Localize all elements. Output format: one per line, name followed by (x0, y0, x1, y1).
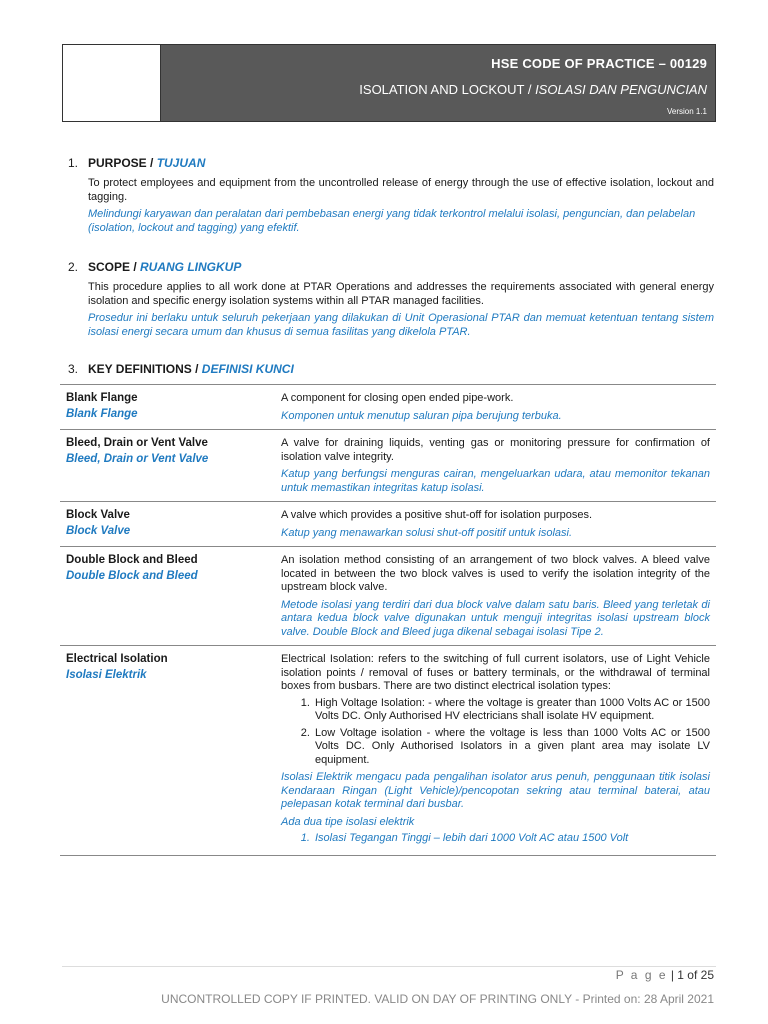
list-item: 1. Isolasi Tegangan Tinggi – lebih dari 1000 Volt AC atau 1500 Volt (313, 832, 710, 846)
section-title-en: PURPOSE / (88, 156, 157, 170)
section-title-en: KEY DEFINITIONS / (88, 362, 202, 376)
logo-placeholder (63, 45, 161, 121)
term-id: Bleed, Drain or Vent Valve (66, 453, 209, 465)
definition-term (60, 653, 279, 849)
document-code: HSE CODE OF PRACTICE – 00129 (491, 56, 707, 71)
document-header (62, 44, 716, 122)
section-body (88, 176, 714, 235)
purpose-text-en: To protect employees and equipment from the uncontrolled release of energy through the use of effective isolation, lockout and tagging. (88, 177, 714, 203)
definition-id: Katup yang berfungsi menguras cairan, mengeluarkan udara, atau memonitor tekanan untuk memastikan integritas katup isolasi. (281, 468, 710, 494)
definition-row (60, 385, 716, 430)
section-title-id: RUANG LINGKUP (140, 260, 242, 274)
definition-en: An isolation method consisting of an arrangement of two block valves. A bleed valve located in between the two block valves is used to verify the isolation integrity of the upstream block valve. (281, 554, 710, 593)
definition-id: Metode isolasi yang terdiri dari dua block valve dalam satu baris. Bleed yang terletak di antara kedua block valve digunakan untuk menguji integritas isolasi upstream block valve. Double Block and Bleed juga dikenal sebagai isolasi Tipe 2. (281, 598, 710, 638)
definition-text (279, 392, 716, 423)
term-id: Isolasi Elektrik (66, 669, 147, 681)
term-id: Blank Flange (66, 408, 138, 420)
subtitle-id: ISOLASI DAN PENGUNCIAN (535, 82, 707, 97)
definition-id: Katup yang menawarkan solusi shut-off positif untuk isolasi. (281, 526, 573, 539)
term-en: Double Block and Bleed (66, 554, 198, 566)
section-title (68, 362, 714, 376)
term-id: Block Valve (66, 525, 131, 537)
section-scope (68, 260, 714, 339)
scope-text-en: This procedure applies to all work done at PTAR Operations and addresses the requirements associated with general energy isolation and specific energy isolation systems within all PTAR managed facilities. (88, 281, 714, 307)
definition-text (279, 554, 716, 639)
section-purpose (68, 156, 714, 235)
definition-text (279, 653, 716, 849)
page-label: P a g e (615, 968, 668, 982)
footer-divider (62, 966, 716, 967)
purpose-text-id: Melindungi karyawan dan peralatan dari pembebasan energi yang tidak terkontrol melalui isolasi, penguncian, dan pelabelan (isolation, lockout and tagging) yang efektif. (88, 208, 696, 234)
definition-text (279, 509, 716, 540)
definition-row (60, 502, 716, 547)
section-body (88, 280, 714, 339)
section-number: 3. (68, 362, 79, 376)
definition-text (279, 437, 716, 495)
definitions-table (60, 384, 716, 856)
voltage-list-en (313, 697, 710, 768)
section-number: 1. (68, 156, 79, 170)
header-title-box (161, 45, 715, 121)
document-version: Version 1.1 (666, 107, 707, 116)
definition-en: A valve which provides a positive shut-off for isolation purposes. (281, 509, 593, 521)
voltage-list-id (313, 832, 710, 846)
uncontrolled-copy-notice: UNCONTROLLED COPY IF PRINTED. VALID ON DAY OF PRINTING ONLY - Printed on: 28 April 2021 (161, 992, 714, 1006)
page-count: | 1 of 25 (670, 968, 714, 982)
definition-id: Komponen untuk menutup saluran pipa berujung terbuka. (281, 409, 562, 422)
scope-text-id: Prosedur ini berlaku untuk seluruh pekerjaan yang dilakukan di Unit Operasional PTAR dan memuat ketentuan tentang sistem isolasi energi secara umum dan khusus di semua fasilitas yang dikelola PTAR. (88, 312, 714, 338)
subtitle-en: ISOLATION AND LOCKOUT / (359, 82, 536, 97)
page-number (616, 968, 714, 982)
section-title (68, 156, 714, 170)
definition-en: A valve for draining liquids, venting gas or monitoring pressure for confirmation of isolation valve integrity. (281, 437, 710, 463)
section-title-id: DEFINISI KUNCI (201, 362, 294, 376)
term-en: Bleed, Drain or Vent Valve (66, 437, 208, 449)
definition-term (60, 437, 279, 495)
definition-term (60, 392, 279, 423)
list-item: 2. Low Voltage isolation - where the voltage is less than 1000 Volts AC or 1500 Volts DC. Only Authorised Isolators in a given plant area may isolate LV equipment. (313, 727, 710, 768)
definition-en: Electrical Isolation: refers to the switching of full current isolators, use of Light Vehicle isolation points / removal of fuses or battery terminals, or the withdrawal of terminal boxes from busbars. There are two distinct electrical isolation types: (281, 653, 710, 692)
definition-term (60, 554, 279, 639)
section-definitions (68, 362, 714, 376)
definition-id: Isolasi Elektrik mengacu pada pengalihan isolator arus penuh, penggunaan titik isolasi Kendaraan Ringan (Light Vehicle)/pencopotan sekring atau terminal baterai, atau pelepasan kotak terminal dari busbar. (281, 771, 710, 810)
definition-row (60, 430, 716, 502)
definition-term (60, 509, 279, 540)
definition-id-2: Ada dua tipe isolasi elektrik (281, 815, 415, 828)
term-en: Block Valve (66, 509, 130, 521)
list-item: 1. High Voltage Isolation: - where the voltage is greater than 1000 Volts AC or 1500 Volts DC. Only Authorised HV electricians shall isolate HV equipment. (313, 697, 710, 724)
term-id: Double Block and Bleed (66, 570, 198, 582)
definition-row (60, 646, 716, 856)
definition-en: A component for closing open ended pipe-work. (281, 392, 514, 404)
document-subtitle (161, 82, 707, 97)
term-en: Electrical Isolation (66, 653, 168, 665)
section-number: 2. (68, 260, 79, 274)
term-en: Blank Flange (66, 392, 138, 404)
section-title (68, 260, 714, 274)
definition-row (60, 547, 716, 646)
section-title-en: SCOPE / (88, 260, 141, 274)
section-title-id: TUJUAN (156, 156, 206, 170)
